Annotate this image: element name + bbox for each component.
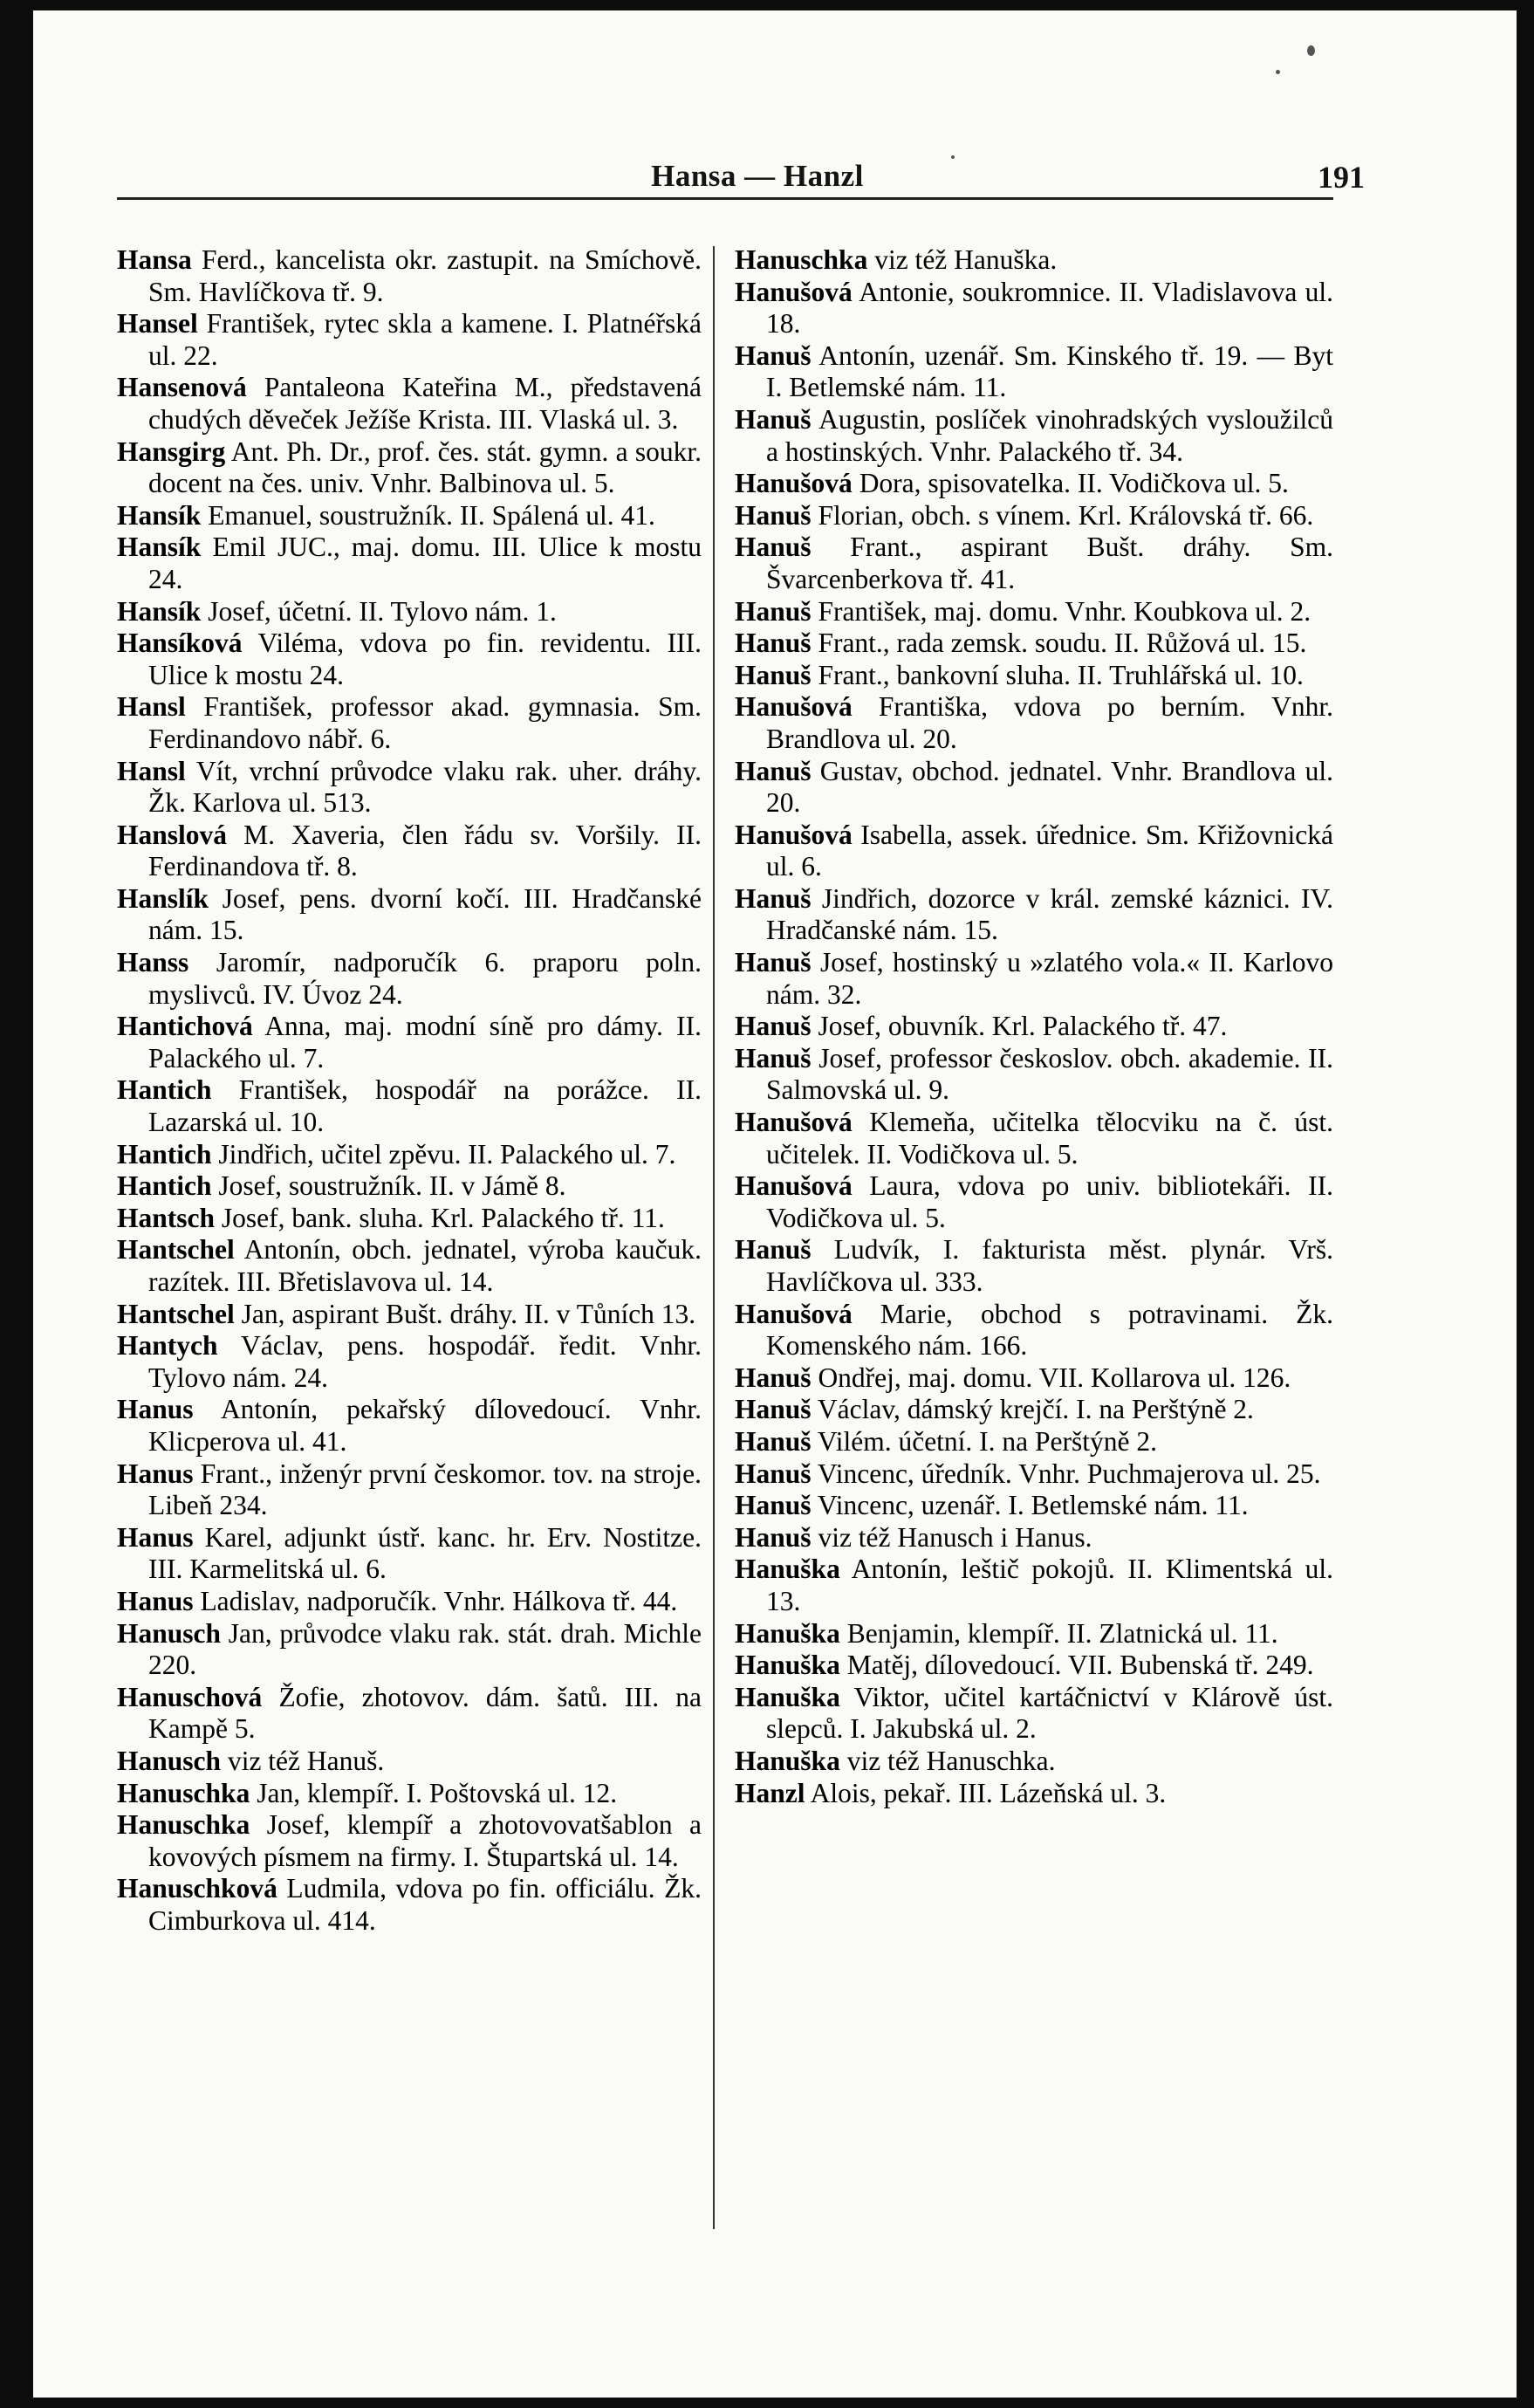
entry-details: viz též Hanusch i Hanus. [818, 1521, 1092, 1553]
entry-surname: Hanuš [735, 499, 812, 531]
directory-entry [117, 372, 702, 436]
entry-details: Antonín, pekařský dílovedoucí. Vnhr. Klicperova ul. 41. [148, 1394, 702, 1457]
directory-entry [735, 756, 1333, 820]
directory-entry [735, 468, 1333, 500]
directory-entry [735, 1426, 1333, 1458]
directory-entry [735, 660, 1333, 692]
entry-details: Marie, obchod s potravinami. Žk. Komenského nám. 166. [766, 1298, 1333, 1362]
entry-surname: Hanuška [735, 1650, 840, 1681]
entry-details: Vincenc, uzenář. I. Betlemské nám. 11. [817, 1490, 1249, 1521]
entry-details: Ladislav, nadporučík. Vnhr. Hálkova tř. 44. [200, 1585, 678, 1616]
entry-surname: Hanuš [735, 1011, 812, 1042]
entry-details: Jan, průvodce vlaku rak. stát. drah. Michle 220. [148, 1617, 702, 1681]
entry-surname: Hansíková [117, 628, 243, 659]
directory-entry [117, 500, 702, 532]
directory-entry [117, 1458, 702, 1522]
entry-surname: Hantich [117, 1074, 212, 1106]
directory-entry [735, 1011, 1333, 1043]
directory-entry [735, 596, 1333, 628]
entry-surname: Hanuš [735, 1234, 812, 1266]
entry-surname: Hansenová [117, 372, 247, 403]
right-column [735, 244, 1333, 1809]
entry-details: Josef, pens. dvorní kočí. III. Hradčanské nám. 15. [148, 882, 702, 946]
entry-surname: Hanslík [117, 882, 209, 914]
directory-entry [735, 1490, 1333, 1522]
entry-surname: Hanuš [735, 882, 812, 914]
entry-surname: Hanušová [735, 1107, 853, 1138]
entry-surname: Hanuš [735, 1521, 812, 1553]
directory-entry [735, 340, 1333, 404]
entry-details: Vincenc, úředník. Vnhr. Puchmajerova ul. 25. [817, 1458, 1321, 1489]
entry-surname: Hanus [117, 1521, 194, 1553]
directory-entry [735, 1107, 1333, 1170]
entry-surname: Hanuška [735, 1554, 840, 1585]
entry-surname: Hanuš [735, 755, 812, 786]
directory-entry [117, 1586, 702, 1618]
entry-surname: Hanuschka [117, 1809, 250, 1841]
entry-details: viz též Hanuš. [227, 1745, 385, 1776]
directory-entry [117, 883, 702, 947]
entry-details: Žofie, zhotovov. dám. šatů. III. na Kampě 5. [148, 1681, 702, 1745]
entry-surname: Hanzl [735, 1777, 805, 1808]
entry-details: Augustin, poslíček vinohradských vysloužilců a hostinských. Vnhr. Palackého tř. 34. [766, 403, 1333, 467]
directory-entry [735, 1170, 1333, 1234]
directory-entry [735, 1522, 1333, 1554]
entry-surname: Hanuš [735, 659, 812, 690]
entry-surname: Hanuš [735, 1425, 812, 1457]
entry-surname: Hanuška [735, 1745, 840, 1776]
entry-surname: Hanušová [735, 691, 853, 723]
left-column [117, 244, 702, 1937]
entry-surname: Hanuš [735, 1362, 812, 1393]
directory-entry [735, 1554, 1333, 1617]
entry-surname: Hansl [117, 755, 186, 786]
entry-details: Viktor, učitel kartáčnictví v Klárově úst. slepců. I. Jakubská ul. 2. [766, 1681, 1333, 1745]
directory-entry [117, 1330, 702, 1394]
entry-details: Jaromír, nadporučík 6. praporu poln. myslivců. IV. Úvoz 24. [148, 947, 702, 1010]
directory-entry [117, 1809, 702, 1873]
entry-details: Pantaleona Kateřina M., představená chudých děveček Ježíše Krista. III. Vlaská ul. 3. [148, 372, 702, 435]
directory-entry [117, 1394, 702, 1458]
entry-details: Františka, vdova po berním. Vnhr. Brandlova ul. 20. [766, 691, 1334, 754]
directory-entry [117, 691, 702, 755]
entry-surname: Hanušová [735, 1170, 853, 1202]
paper-speck [951, 155, 955, 159]
directory-entry [117, 1618, 702, 1682]
entry-details: Laura, vdova po univ. bibliotekáři. II. Vodičkova ul. 5. [766, 1170, 1334, 1233]
entry-details: Josef, soustružník. II. v Jámě 8. [218, 1170, 566, 1202]
entry-details: Benjamin, klempíř. II. Zlatnická ul. 11. [846, 1617, 1278, 1649]
entry-details: Frant., inženýr první českomor. tov. na stroje. Libeň 234. [148, 1458, 702, 1521]
directory-entry [117, 1522, 702, 1586]
entry-surname: Hanuschová [117, 1681, 263, 1712]
entry-details: Josef, obuvník. Krl. Palackého tř. 47. [818, 1011, 1228, 1042]
paper-speck [1307, 45, 1315, 56]
directory-entry [117, 1682, 702, 1746]
entry-surname: Hanuš [735, 532, 812, 563]
entry-details: František, rytec skla a kamene. I. Platnéřská ul. 22. [148, 308, 702, 371]
directory-entry [735, 1778, 1333, 1810]
directory-entry [117, 756, 702, 820]
entry-details: viz též Hanuschka. [846, 1745, 1056, 1776]
directory-entry [735, 532, 1333, 595]
entry-surname: Hanušová [735, 276, 853, 307]
entry-surname: Hantsch [117, 1202, 216, 1233]
entry-details: Isabella, assek. úřednice. Sm. Křižovnická ul. 6. [766, 819, 1333, 882]
entry-surname: Hanusch [117, 1745, 222, 1776]
entry-details: Klemeňa, učitelka tělocviku na č. úst. učitelek. II. Vodičkova ul. 5. [766, 1107, 1334, 1170]
directory-entry [735, 1458, 1333, 1491]
entry-surname: Hansík [117, 595, 202, 627]
directory-entry [117, 1234, 702, 1298]
directory-entry [117, 244, 702, 308]
entry-surname: Hanus [117, 1585, 194, 1616]
entry-surname: Hanušová [735, 468, 853, 499]
running-head: Hansa — Hanzl [651, 159, 864, 193]
directory-entry [117, 947, 702, 1011]
directory-entry [117, 1203, 702, 1235]
directory-entry [117, 1299, 702, 1331]
directory-entry [735, 500, 1333, 532]
directory-entry [735, 1618, 1333, 1650]
directory-entry [735, 277, 1333, 340]
entry-details: Ferd., kancelista okr. zastupit. na Smíchově. Sm. Havlíčkova tř. 9. [148, 244, 702, 307]
directory-entry [735, 1234, 1333, 1298]
entry-surname: Hanušová [735, 1298, 853, 1329]
entry-details: Josef, klempíř a zhotovovatšablon a kovových písmem na firmy. I. Štupartská ul. 14. [148, 1809, 702, 1872]
entry-surname: Hansl [117, 691, 186, 723]
entry-details: Josef, hostinský u »zlatého vola.« II. Karlovo nám. 32. [766, 947, 1334, 1010]
directory-entry [735, 628, 1333, 660]
page-header [150, 159, 1365, 211]
directory-entry [735, 404, 1333, 468]
entry-details: Josef, účetní. II. Tylovo nám. 1. [208, 595, 557, 627]
entry-surname: Hanss [117, 947, 189, 978]
directory-entry [735, 1682, 1333, 1746]
entry-details: viz též Hanuška. [874, 244, 1058, 275]
directory-entry [117, 1011, 702, 1074]
directory-entry [735, 244, 1333, 277]
entry-details: Vít, vrchní průvodce vlaku rak. uher. dráhy. Žk. Karlova ul. 513. [148, 755, 702, 819]
directory-entry [117, 820, 702, 883]
entry-details: Emil JUC., maj. domu. III. Ulice k mostu 24. [148, 532, 702, 594]
directory-entry [735, 1362, 1333, 1395]
page-number: 191 [1318, 160, 1365, 195]
entry-details: Antonín, obch. jednatel, výroba kaučuk. razítek. III. Břetislavova ul. 14. [148, 1234, 702, 1297]
entry-surname: Hanus [117, 1394, 194, 1425]
entry-details: Antonie, soukromnice. II. Vladislavova ul. 18. [766, 276, 1333, 340]
entry-surname: Hanuš [735, 947, 812, 978]
entry-details: Ondřej, maj. domu. VII. Kollarova ul. 126. [818, 1362, 1291, 1393]
entry-surname: Hantych [117, 1330, 218, 1362]
entry-details: Karel, adjunkt ústř. kanc. hr. Erv. Nostitze. III. Karmelitská ul. 6. [148, 1521, 702, 1585]
entry-details: Dora, spisovatelka. II. Vodičkova ul. 5. [859, 468, 1289, 499]
entry-details: Frant., aspirant Bušt. dráhy. Sm. Švarcenberkova tř. 41. [766, 532, 1334, 594]
entry-details: Jindřich, učitel zpěvu. II. Palackého ul. 7. [218, 1138, 676, 1170]
directory-entry [735, 691, 1333, 755]
entry-details: Emanuel, soustružník. II. Spálená ul. 41. [208, 499, 655, 531]
entry-surname: Hantich [117, 1138, 212, 1170]
entry-details: Josef, bank. sluha. Krl. Palackého tř. 11. [221, 1202, 665, 1233]
entry-surname: Hantschel [117, 1298, 235, 1329]
entry-surname: Hanuš [735, 1490, 812, 1521]
directory-entry [735, 947, 1333, 1011]
entry-details: Jan, aspirant Bušt. dráhy. II. v Tůních 13. [241, 1298, 696, 1329]
entry-details: Václav, dámský krejčí. I. na Perštýně 2. [817, 1394, 1254, 1425]
entry-details: Viléma, vdova po fin. revidentu. III. Ulice k mostu 24. [148, 628, 702, 690]
directory-entry [735, 1299, 1333, 1362]
paper-speck [1276, 70, 1280, 74]
directory-entry [117, 308, 702, 372]
entry-surname: Hanuška [735, 1681, 840, 1712]
directory-entry [117, 436, 702, 500]
directory-entry [117, 532, 702, 595]
directory-entry [117, 1170, 702, 1203]
entry-details: Anna, maj. modní síně pro dámy. II. Palackého ul. 7. [148, 1011, 702, 1074]
entry-details: Jan, klempíř. I. Poštovská ul. 12. [257, 1777, 618, 1808]
entry-details: Vilém. účetní. I. na Perštýně 2. [817, 1425, 1158, 1457]
entry-surname: Hantich [117, 1170, 212, 1202]
entry-surname: Hanus [117, 1458, 194, 1489]
entry-surname: Hanslová [117, 819, 228, 850]
entry-surname: Hanušová [735, 819, 853, 850]
entry-details: M. Xaveria, člen řádu sv. Voršily. II. Ferdinandova tř. 8. [148, 819, 702, 882]
entry-surname: Hansel [117, 308, 198, 340]
entry-details: Jindřich, dozorce v král. zemské káznici. IV. Hradčanské nám. 15. [766, 882, 1334, 946]
entry-surname: Hantichová [117, 1011, 253, 1042]
entry-details: Florian, obch. s vínem. Krl. Královská tř. 66. [818, 499, 1314, 531]
entry-details: Ludvík, I. fakturista měst. plynár. Vrš. Havlíčkova ul. 333. [766, 1234, 1334, 1297]
entry-details: Ant. Ph. Dr., prof. čes. stát. gymn. a soukr. docent na čes. univ. Vnhr. Balbinova ul. 5. [148, 436, 702, 499]
entry-details: Matěj, dílovedoucí. VII. Bubenská tř. 249. [846, 1650, 1314, 1681]
directory-entry [735, 1650, 1333, 1682]
entry-surname: Hanuš [735, 1042, 812, 1074]
entry-surname: Hantschel [117, 1234, 235, 1266]
entry-surname: Hansgirg [117, 436, 226, 467]
entry-surname: Hanuš [735, 1394, 812, 1425]
entry-surname: Hanuška [735, 1617, 840, 1649]
entry-details: Antonín, uzenář. Sm. Kinského tř. 19. — Byt I. Betlemské nám. 11. [766, 340, 1333, 403]
directory-entry [117, 628, 702, 691]
directory-entry [117, 1074, 702, 1138]
directory-entry [735, 820, 1333, 883]
directory-entry [735, 1746, 1333, 1778]
entry-details: František, professor akad. gymnasia. Sm. Ferdinandovo nábř. 6. [148, 691, 702, 754]
entry-surname: Hansík [117, 532, 202, 563]
entry-details: Gustav, obchod. jednatel. Vnhr. Brandlova ul. 20. [766, 755, 1333, 819]
directory-entry [735, 1043, 1333, 1107]
entry-surname: Hansík [117, 499, 202, 531]
entry-surname: Hanusch [117, 1617, 222, 1649]
directory-entry [117, 1139, 702, 1171]
entry-surname: Hansa [117, 244, 192, 275]
entry-details: Alois, pekař. III. Lázeňská ul. 3. [810, 1777, 1167, 1808]
directory-entry [117, 1746, 702, 1778]
entry-details: Václav, pens. hospodář. ředit. Vnhr. Tylovo nám. 24. [148, 1330, 702, 1393]
entry-details: Antonín, leštič pokojů. II. Klimentská ul. 13. [766, 1554, 1333, 1616]
directory-entry [117, 1873, 702, 1937]
header-rule [117, 197, 1333, 200]
entry-surname: Hanuschka [117, 1777, 250, 1808]
entry-surname: Hanuš [735, 595, 812, 627]
entry-details: Frant., bankovní sluha. II. Truhlářská ul. 10. [818, 659, 1304, 690]
entry-surname: Hanuš [735, 1458, 812, 1489]
entry-surname: Hanuš [735, 628, 812, 659]
entry-details: František, hospodář na porážce. II. Lazarská ul. 10. [148, 1074, 702, 1138]
directory-entry [735, 883, 1333, 947]
entry-surname: Hanuš [735, 340, 812, 371]
directory-entry [117, 1778, 702, 1810]
entry-details: Ludmila, vdova po fin. officiálu. Žk. Cimburkova ul. 414. [148, 1873, 702, 1936]
directory-entry [735, 1394, 1333, 1426]
entry-surname: Hanuschka [735, 244, 868, 275]
entry-surname: Hanuschková [117, 1873, 277, 1904]
entry-surname: Hanuš [735, 403, 812, 435]
column-divider [713, 246, 715, 2229]
entry-details: Frant., rada zemsk. soudu. II. Růžová ul. 15. [818, 628, 1307, 659]
entry-details: Josef, professor českoslov. obch. akademie. II. Salmovská ul. 9. [766, 1042, 1333, 1106]
entry-details: František, maj. domu. Vnhr. Koubkova ul. 2. [818, 595, 1311, 627]
directory-entry [117, 596, 702, 628]
